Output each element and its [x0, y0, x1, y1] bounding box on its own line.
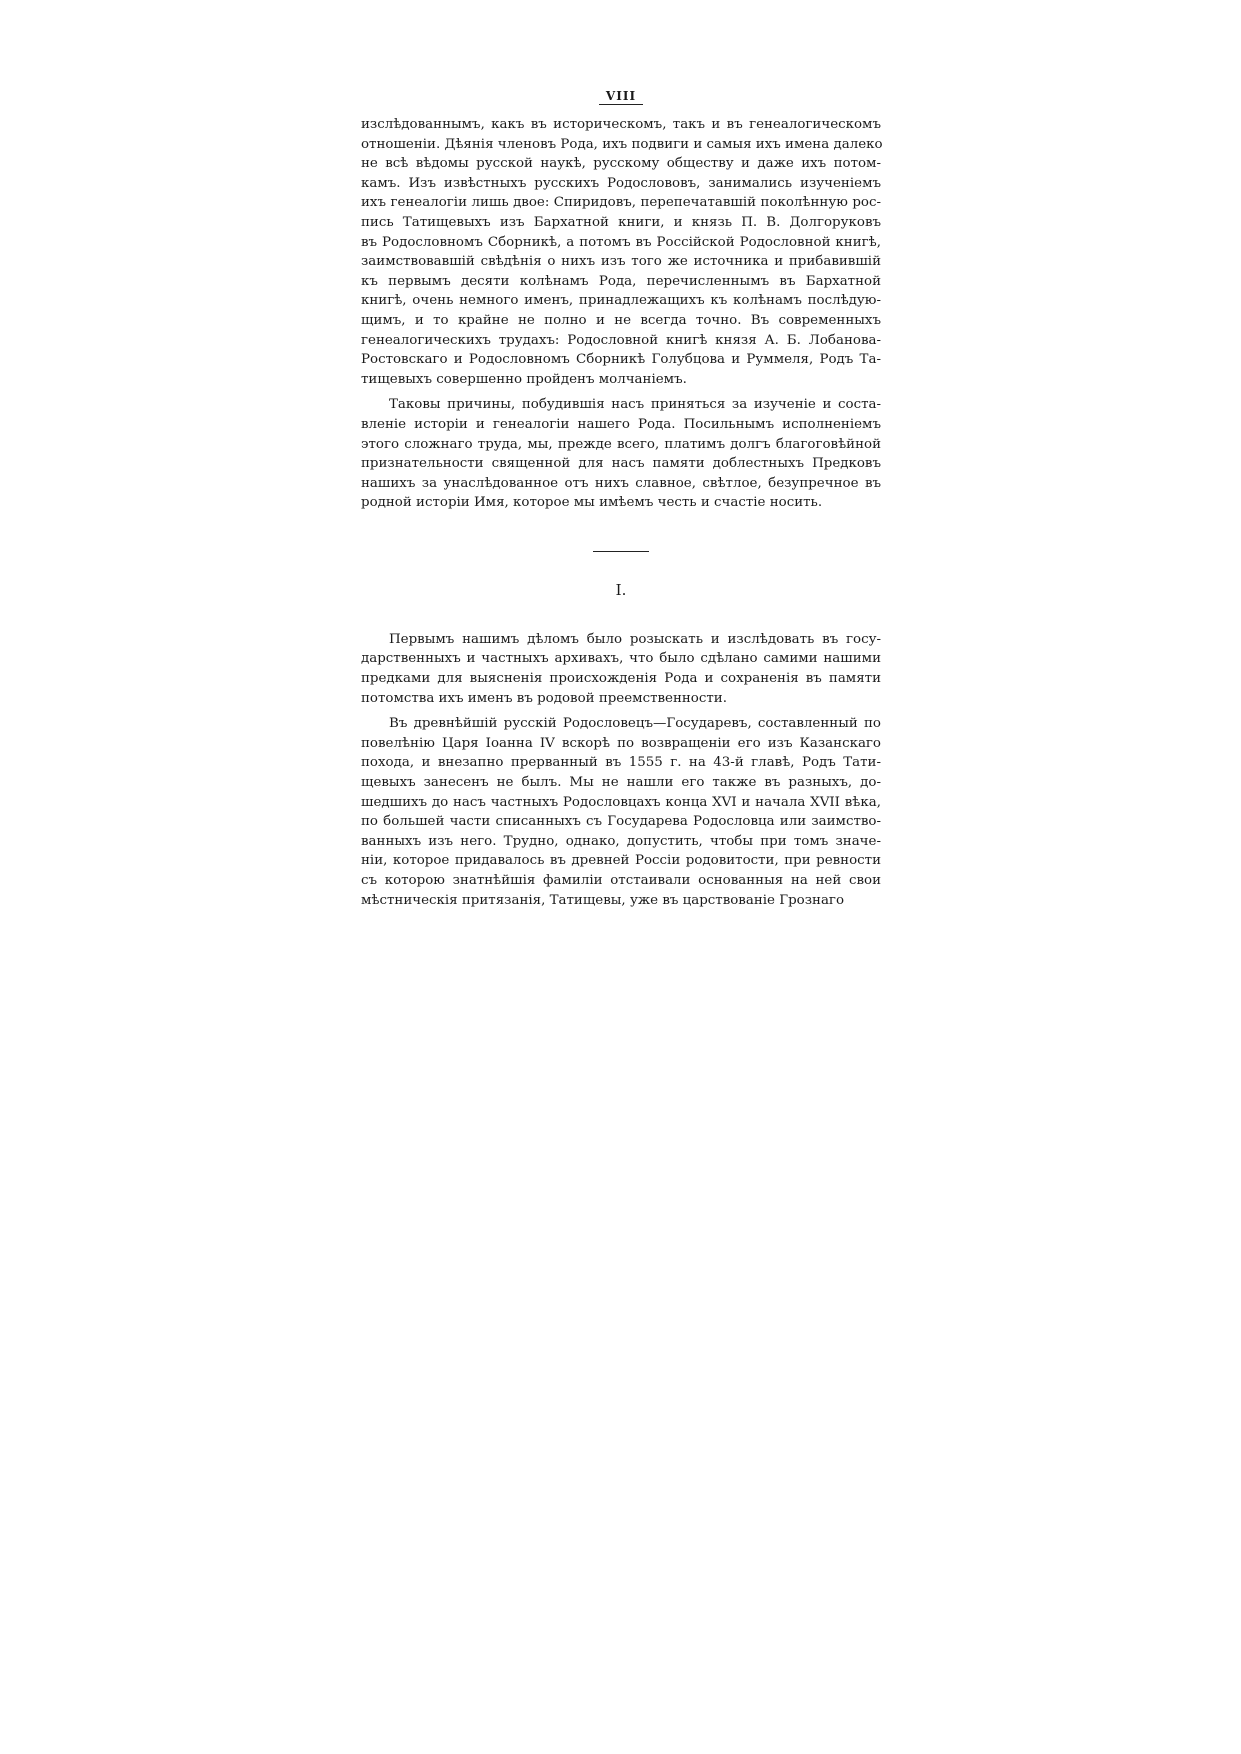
text-line: ніи, которое придавалось въ древней Россіи родовитости, при ревности	[361, 853, 881, 869]
text-line: съ которою знатнѣйшія фамиліи отстаивали основанныя на ней свои	[361, 873, 881, 888]
intro-text	[361, 115, 881, 513]
text-line: предками для выясненія происхожденія Рода и сохраненія въ памяти	[361, 671, 881, 687]
text-line: нашихъ за унаслѣдованное отъ нихъ славное, свѣтлое, безупречное въ	[361, 475, 881, 491]
text-line: отношеніи. Дѣянія членовъ Рода, ихъ подвиги и самыя ихъ имена далеко	[361, 136, 883, 152]
paragraph	[361, 714, 881, 910]
text-line: ванныхъ изъ него. Трудно, однако, допустить, чтобы при томъ значе-	[361, 833, 881, 849]
section-text	[361, 630, 881, 910]
text-line: изслѣдованнымъ, какъ въ историческомъ, такъ и въ генеалогическомъ	[361, 117, 881, 132]
text-line: въ Родословномъ Сборникѣ, а потомъ въ Россійской Родословной книгѣ,	[361, 234, 881, 250]
text-line: признательности священной для насъ памяти доблестныхъ Предковъ	[361, 456, 881, 472]
section-divider	[593, 551, 649, 552]
text-line: потомства ихъ именъ въ родовой преемственности.	[361, 690, 727, 706]
text-line: мѣстническія притязанія, Татищевы, уже въ царствованіе Грознаго	[361, 892, 845, 908]
text-line: повелѣнію Царя Іоанна IV вскорѣ по возвращеніи его изъ Казанскаго	[361, 735, 881, 751]
page-number: VIII	[605, 89, 637, 103]
text-line: къ первымъ десяти колѣнамъ Рода, перечисленнымъ въ Бархатной	[361, 273, 881, 289]
section-heading: I.	[615, 580, 627, 599]
text-line: этого сложнаго труда, мы, прежде всего, платимъ долгъ благоговѣйной	[361, 436, 881, 452]
text-line: Ростовскаго и Родословномъ Сборникѣ Голубцова и Руммеля, Родъ Та-	[361, 352, 881, 368]
page-number-rule	[599, 104, 643, 105]
text-line: тищевыхъ совершенно пройденъ молчаніемъ.	[361, 371, 687, 387]
document-page	[361, 88, 881, 910]
text-line: родной исторіи Имя, которое мы имѣемъ честь и счастіе носить.	[361, 495, 823, 511]
text-line: книгѣ, очень немного именъ, принадлежащихъ къ колѣнамъ послѣдую-	[361, 293, 881, 309]
text-line: шедшихъ до насъ частныхъ Родословцахъ конца XVI и начала XVII вѣка,	[361, 794, 881, 810]
paragraph	[361, 115, 881, 389]
text-line: дарственныхъ и частныхъ архивахъ, что было сдѣлано самими нашими	[361, 651, 881, 667]
text-line: заимствовавшій свѣдѣнія о нихъ изъ того же источника и прибавившій	[361, 254, 881, 270]
text-line: щимъ, и то крайне не полно и не всегда точно. Въ современныхъ	[361, 312, 881, 328]
text-line: генеалогическихъ трудахъ: Родословной книгѣ князя А. Б. Лобанова-	[361, 332, 881, 348]
text-line: по большей части списанныхъ съ Государева Родословца или заимство-	[361, 814, 881, 830]
text-line: ихъ генеалогіи лишь двое: Спиридовъ, перепечатавшій поколѣнную рос-	[361, 195, 881, 211]
text-line: не всѣ вѣдомы русской наукѣ, русскому обществу и даже ихъ потом-	[361, 156, 881, 172]
text-line: Таковы причины, побудившія насъ приняться за изученіе и соста-	[389, 397, 881, 413]
paragraph	[361, 395, 881, 513]
text-line: Первымъ нашимъ дѣломъ было розыскать и изслѣдовать въ госу-	[389, 631, 881, 647]
text-line: вленіе исторіи и генеалогіи нашего Рода. Посильнымъ исполненіемъ	[361, 416, 881, 432]
text-line: Въ древнѣйшій русскій Родословецъ—Государевъ, составленный по	[389, 716, 881, 732]
text-line: пись Татищевыхъ изъ Бархатной книги, и князь П. В. Долгоруковъ	[361, 214, 881, 230]
text-line: похода, и внезапно прерванный въ 1555 г. на 43-й главѣ, Родъ Тати-	[361, 755, 881, 771]
paragraph	[361, 630, 881, 708]
text-line: камъ. Изъ извѣстныхъ русскихъ Родослововъ, занимались изученіемъ	[361, 175, 881, 191]
text-line: щевыхъ занесенъ не былъ. Мы не нашли его также въ разныхъ, до-	[361, 775, 881, 791]
